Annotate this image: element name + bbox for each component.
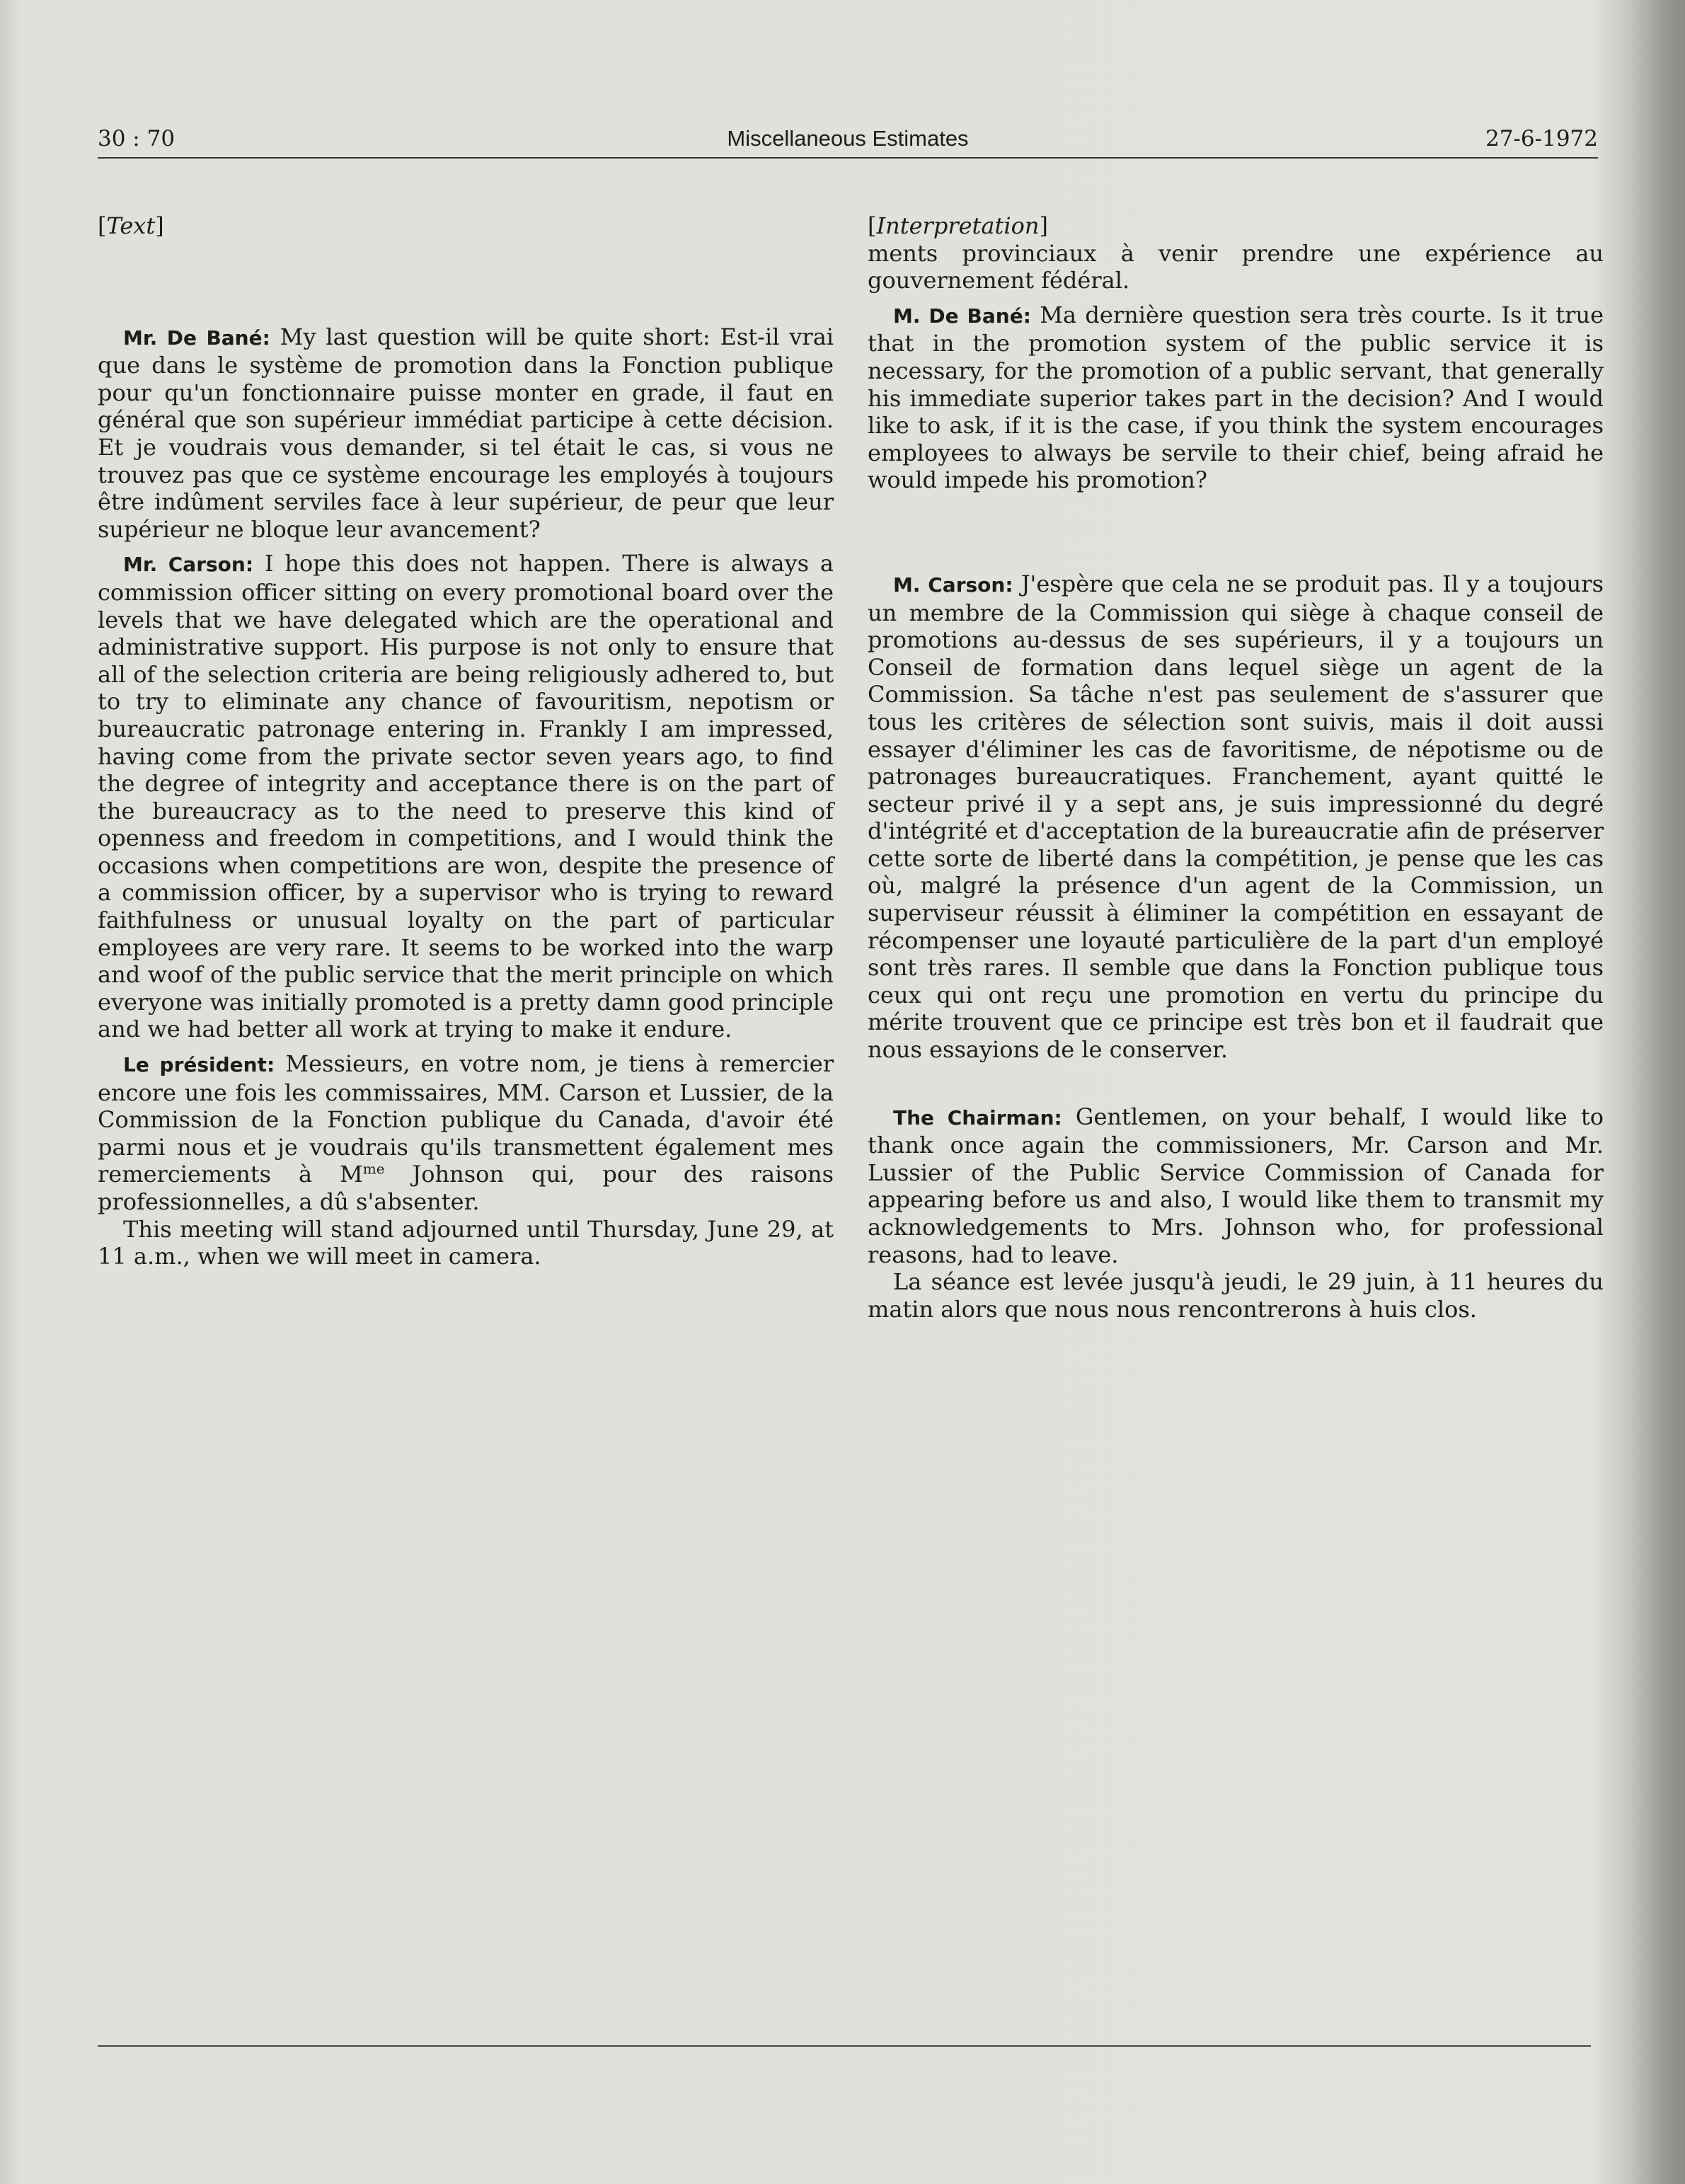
paragraph-president-closing: Le président: Messieurs, en votre nom, je tiens à remercier encore une fois les commissaires, MM. Carson et Lussier, de la Commission de la Fonction publique du Canada, d'avoir été parmi nous et je voudrais qu'ils transmettent également mes remerciements à $M^{me}$ Johnson qui, pour des raisons professionnelles, a dû s'absenter. <box>98 1050 834 1215</box>
paragraph-de-bane-question-interp: M. De Bané: Ma dernière question sera très courte. Is it true that in the promotion system of the public service it is necessary, for the promotion of a public servant, that generally his immediate superior takes part in the decision? And I would like to ask, if it is the case, if you think the system encourages employees to always be servile to their chief, being afraid he would impede his promotion? <box>868 301 1604 494</box>
section-tag-text: [Text] <box>98 212 164 239</box>
header-rule <box>98 157 1598 159</box>
speaker-name: Mr. Carson: <box>123 553 254 577</box>
running-title: Miscellaneous Estimates <box>727 126 969 151</box>
page-number: 30 : 70 <box>98 126 176 151</box>
paragraph-continuation: ments provinciaux à venir prendre une expérience au gouvernement fédéral. <box>868 239 1604 294</box>
footer-rule <box>98 2045 1591 2047</box>
left-column <box>98 212 834 1270</box>
paragraph-adjournment-interp: La séance est levée jusqu'à jeudi, le 29 juin, à 11 heures du matin alors que nous nous rencontrerons à huis clos. <box>868 1268 1604 1323</box>
paragraph-chairman-closing: The Chairman: Gentlemen, on your behalf, I would like to thank once again the commissioners, Mr. Carson and Mr. Lussier of the Public Service Commission of Canada for appearing before us and also, I would like them to transmit my acknowledgements to Mrs. Johnson who, for professional reasons, had to leave. <box>868 1103 1604 1268</box>
paragraph-carson-answer-interp: M. Carson: J'espère que cela ne se produit pas. Il y a toujours un membre de la Commission qui siège à chaque conseil de promotions au-dessus de ses supérieurs, il y a toujours un Conseil de formation dans lequel siège un agent de la Commission. Sa tâche n'est pas seulement de s'assurer que tous les critères de sélection sont suivis, mais il doit aussi essayer d'éliminer les cas de favoritisme, de népotisme ou de patronages bureaucratiques. Franchement, ayant quitté le secteur privé il y a sept ans, je suis impressionné du degré d'intégrité et d'acceptation de la bureaucratie afin de préserver cette sorte de liberté dans la compétition, je pense que les cas où, malgré la présence d'un agent de la Commission, un superviseur réussit à éliminer la compétition en essayant de récompenser une loyauté particulière de la part d'un employé sont très rares. Il semble que dans la Fonction publique tous ceux qui ont reçu une promotion en vertu du principe du mérite trouvent que ce principe est très bon et il faudrait que nous essayions de le conserver. <box>868 570 1604 1064</box>
speaker-name: Le président: <box>123 1053 275 1077</box>
right-column <box>868 212 1604 1323</box>
section-tag-interpretation: [Interpretation] <box>868 212 1048 239</box>
speaker-name: M. Carson: <box>893 573 1013 597</box>
speaker-name: The Chairman: <box>893 1105 1062 1130</box>
paragraph-carson-answer: Mr. Carson: I hope this does not happen. There is always a commission officer sitting on every promotional board over the levels that we have delegated which are the operational and administrative support. His purpose is not only to ensure that all of the selection criteria are being religiously adhered to, but to try to eliminate any chance of favouritism, nepotism or bureaucratic patronage entering in. Frankly I am impressed, having come from the private sector seven years ago, to find the degree of integrity and acceptance there is on the part of the bureaucracy as to the need to preserve this kind of openness and freedom in competitions, and I would think the occasions when competitions are won, despite the presence of a commission officer, by a supervisor who is trying to reward faithfulness or unusual loyalty on the part of particular employees are very rare. It seems to be worked into the warp and woof of the public service that the merit principle on which everyone was initially promoted is a pretty damn good principle and we had better all work at trying to make it endure. <box>98 550 834 1043</box>
paragraph-de-bane-question: Mr. De Bané: My last question will be quite short: Est-il vrai que dans le système de promotion dans la Fonction publique pour qu'un fonctionnaire puisse monter en grade, il faut en général que son supérieur immédiat participe à cette décision. Et je voudrais vous demander, si tel était le cas, si vous ne trouvez pas que ce système encourage les employés à toujours être indûment serviles face à leur supérieur, de peur que leur supérieur ne bloque leur avancement? <box>98 323 834 543</box>
speaker-name: Mr. De Bané: <box>123 326 270 350</box>
speaker-name: M. De Bané: <box>893 304 1031 328</box>
paragraph-adjournment: This meeting will stand adjourned until Thursday, June 29, at 11 a.m., when we will meet in camera. <box>98 1215 834 1270</box>
header-date: 27-6-1972 <box>1485 126 1598 151</box>
running-header <box>98 120 1598 163</box>
